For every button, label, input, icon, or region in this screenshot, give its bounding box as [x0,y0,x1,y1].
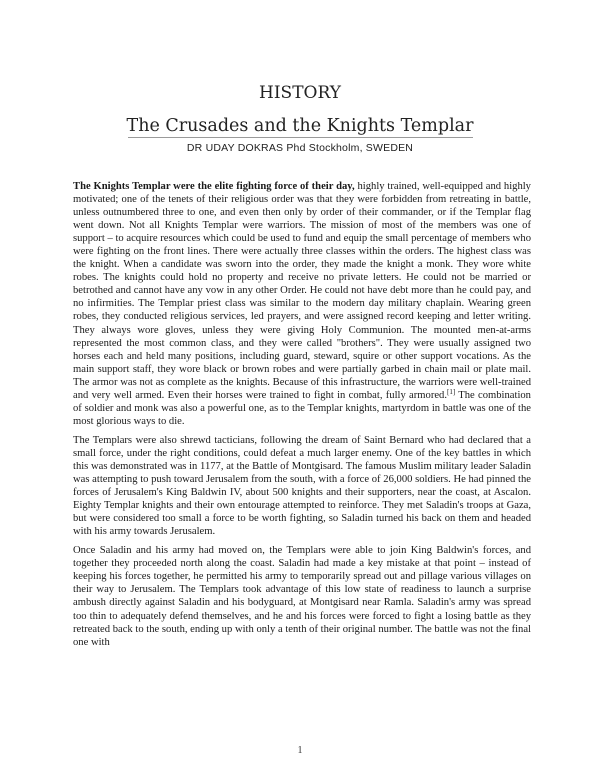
paragraph-text: The combination of soldier and monk was also a powerful one, as to the Templar knights, martyrdom in battle was one of the most glorious ways to die. [73,389,531,427]
section-heading: HISTORY [259,83,341,103]
page-number: 1 [297,745,303,756]
paragraph: Once Saladin and his army had moved on, the Templars were able to join King Baldwin's forces, and together they proceeded north along the coast. Saladin had made a key mistake at that point – instead of keeping his forces together, he permitted his army to temporarily spread out and pillage various villages on their way to Jerusalem. The Templars took advantage of this low state of readiness to launch a surprise ambush directly against Saladin and his bodyguard, at Montgisard near Ramla. Saladin's army was spread too thin to adequately defend themselves, and he and his forces were forced to fight a losing battle as they retreated back to the south, ending up with only a tenth of their original number. The battle was not the final one with [73,545,531,648]
body-text [73,180,531,655]
paragraph-text: highly trained, well-equipped and highly motivated; one of the tenets of their religious order was that they were forbidden from retreating in battle, unless outnumbered three to one, and even then only by order of their commander, or if the Templar flag went down. Not all Knights Templar were warriors. The mission of most of the members was one of support – to acquire resources which could be used to fund and equip the small percentage of members who were fighting on the front lines. There were actually three classes within the orders. The highest class was the knight. When a candidate was sworn into the order, they made the knight a monk. They wore white robes. The knights could hold no property and receive no private letters. He could not be married or betrothed and cannot have any vow in any other Order. He could not have debt more than he could pay, and no infirmities. The Templar priest class was similar to the modern day military chaplain. Wearing green robes, they conducted religious services, led prayers, and were assigned record keeping and letter writing. They always wore gloves, unless they were giving Holy Communion. The mounted men-at-arms represented the most common class, and they were called "brothers". They were usually assigned two horses each and held many positions, including guard, steward, squire or other support vocations. As the main support staff, they wore black or brown robes and were partially garbed in chain mail or plate mail. The armor was not as complete as the knights. Because of this infrastructure, the warriors were well-trained and very well armed. Even their horses were trained to fight in combat, fully armored. [73,181,531,401]
title-divider [128,137,473,138]
footnote-reference[interactable]: [1] [447,387,456,396]
paragraph [73,180,531,428]
paragraph-lead-bold: The Knights Templar were the elite fighting force of their day, [73,181,355,192]
document-title: The Crusades and the Knights Templar [126,116,474,136]
paragraph: The Templars were also shrewd tacticians, following the dream of Saint Bernard who had declared that a small force, under the right conditions, could defeat a much larger enemy. One of the key battles in which this was demonstrated was in 1177, at the Battle of Montgisard. The famous Muslim military leader Saladin was attempting to push toward Jerusalem from the south, with a force of 26,000 soldiers. He had pinned the forces of Jerusalem's King Baldwin IV, about 500 knights and their supporters, near the coast, at Ascalon. Eighty Templar knights and their own entourage attempted to reinforce. They met Saladin's troops at Gaza, but were considered too small a force to be worth fighting, so Saladin turned his back on them and headed with his army towards Jerusalem. [73,434,531,538]
author-line: DR UDAY DOKRAS Phd Stockholm, SWEDEN [186,142,414,154]
